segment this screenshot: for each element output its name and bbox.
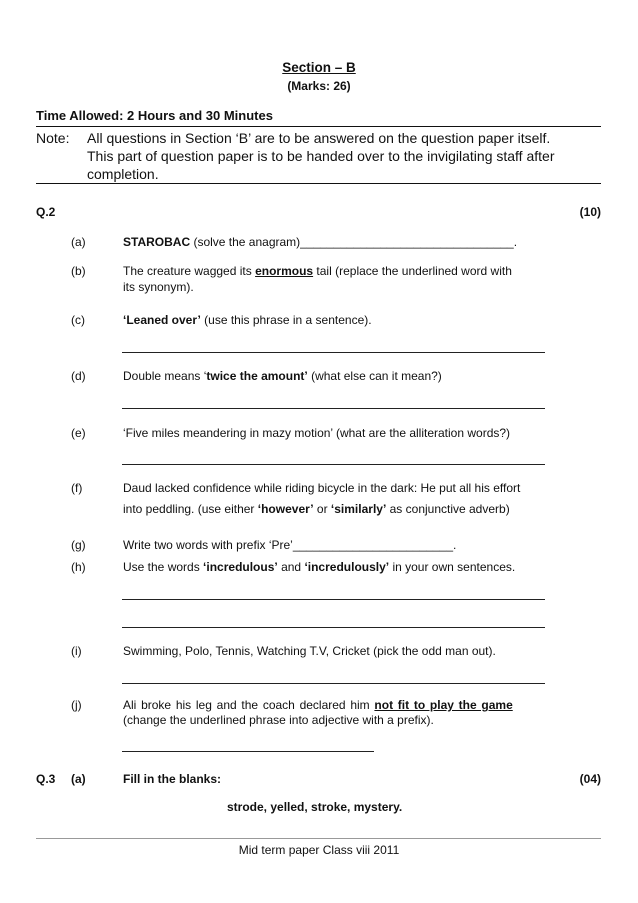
q2-f-line2-pre: into peddling. (use either (123, 502, 258, 516)
note-line-2: This part of question paper is to be handed over to the invigilating staff after (87, 148, 555, 164)
q2-a-label: (a) (71, 235, 86, 249)
q2-label: Q.2 (36, 205, 56, 219)
q2-b-pre: The creature wagged its (123, 264, 256, 278)
footer-divider (36, 838, 601, 839)
q2-f-label: (f) (71, 481, 83, 495)
q2-f-line2 (123, 502, 510, 516)
q2-d-pre: Double means ‘ (123, 369, 207, 383)
footer-text: Mid term paper Class viii 2011 (238, 843, 400, 857)
q2-i-label: (i) (71, 644, 82, 658)
q2-b-text (123, 264, 512, 278)
q2-e-label: (e) (71, 426, 86, 440)
q2-f-bold-however: ‘however’ (257, 502, 314, 516)
q2-c-answer-line[interactable] (122, 352, 545, 353)
note-line-1: All questions in Section ‘B’ are to be answered on the question paper itself. (87, 130, 551, 146)
q3-marks: (04) (579, 772, 601, 786)
q3-label: Q.3 (36, 772, 56, 786)
q2-h-bold-incredulously: ‘incredulously’ (304, 560, 390, 574)
q2-h-label: (h) (71, 560, 86, 574)
q2-g-label: (g) (71, 538, 86, 552)
q2-e-answer-line[interactable] (122, 464, 545, 465)
q2-b-underlined: enormous (255, 264, 314, 278)
section-marks: (Marks: 26) (287, 79, 351, 93)
time-allowed: Time Allowed: 2 Hours and 30 Minutes (36, 108, 273, 123)
q2-d-answer-line[interactable] (122, 408, 545, 409)
q2-h-bold-incredulous: ‘incredulous’ (203, 560, 278, 574)
q2-b-post: tail (replace the underlined word with (313, 264, 512, 278)
q2-b-label: (b) (71, 264, 86, 278)
q2-h-answer-line-2[interactable] (122, 627, 545, 628)
q2-g-text: Write two words with prefix ‘Pre’________________________. (123, 538, 457, 552)
q2-b-line2: its synonym). (123, 280, 194, 294)
q2-f-mid: or (313, 502, 331, 516)
q3-heading: Fill in the blanks: (123, 772, 222, 786)
q2-h-text (123, 560, 515, 574)
q2-c-label: (c) (71, 313, 85, 327)
q2-h-post: in your own sentences. (389, 560, 516, 574)
q2-d-text (123, 369, 442, 383)
q2-c-bold: ‘Leaned over’ (123, 313, 201, 327)
q2-h-mid: and (277, 560, 305, 574)
q2-i-text: Swimming, Polo, Tennis, Watching T.V, Cricket (pick the odd man out). (123, 644, 496, 658)
section-title: Section – B (282, 60, 356, 75)
q2-f-line1: Daud lacked confidence while riding bicycle in the dark: He put all his effort (123, 481, 521, 495)
q2-j-line2: (change the underlined phrase into adjective with a prefix). (123, 713, 434, 727)
note-line-3: completion. (87, 166, 159, 182)
q2-a-bold: STAROBAC (123, 235, 191, 249)
q2-e-text: ‘Five miles meandering in mazy motion’ (what are the alliteration words?) (123, 426, 511, 440)
q2-j-underlined: not fit to play the game (374, 698, 513, 712)
q2-j-text (123, 698, 553, 712)
q2-f-line2-post: as conjunctive adverb) (386, 502, 510, 516)
q2-f-bold-similarly: ‘similarly’ (330, 502, 387, 516)
q2-h-answer-line-1[interactable] (122, 599, 545, 600)
q2-marks: (10) (579, 205, 601, 219)
divider-top (36, 126, 601, 127)
q2-h-pre: Use the words (123, 560, 204, 574)
divider-bottom (36, 183, 601, 184)
q2-a-text (123, 235, 517, 249)
q3-part-label: (a) (71, 772, 86, 786)
q2-i-answer-line[interactable] (122, 683, 545, 684)
note-label: Note: (36, 130, 70, 146)
q2-c-rest: (use this phrase in a sentence). (200, 313, 372, 327)
q2-a-rest: (solve the anagram)________________________________. (190, 235, 518, 249)
q2-j-answer-line[interactable] (122, 751, 374, 752)
q2-c-text (123, 313, 372, 327)
q2-d-label: (d) (71, 369, 86, 383)
q2-j-label: (j) (71, 698, 82, 712)
q2-j-pre: Ali broke his leg and the coach declared him (123, 698, 375, 712)
q2-d-post: (what else can it mean?) (307, 369, 442, 383)
q2-d-bold: twice the amount’ (206, 369, 308, 383)
q3-word-list: strode, yelled, stroke, mystery. (227, 800, 403, 814)
